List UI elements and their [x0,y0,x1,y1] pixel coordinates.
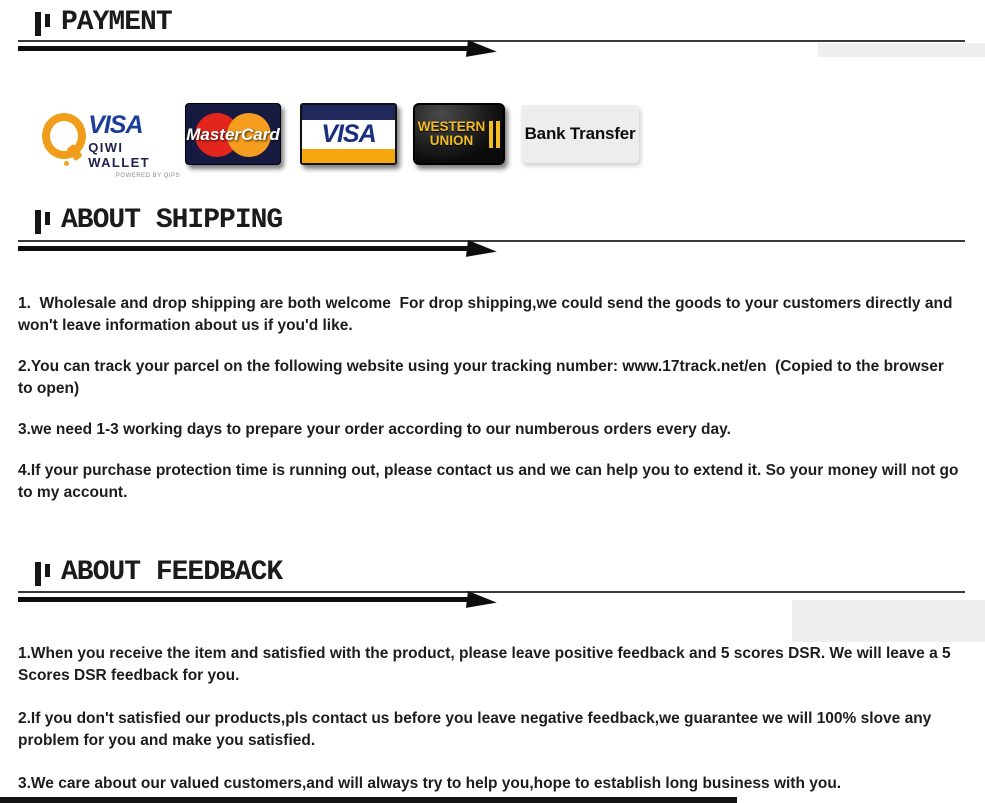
visa-label: VISA [321,120,376,149]
payment-thin-divider [18,40,965,42]
qiwi-wallet-name: QIWI WALLET [88,140,151,170]
payment-methods-row [0,103,985,179]
bottom-divider-bar [0,797,737,803]
feedback-notes [18,643,960,803]
visa-gold-band [302,149,395,163]
visa-blue-band [302,105,395,120]
feedback-thick-divider [18,597,470,602]
mastercard-label: MasterCard [186,125,280,144]
mastercard-logo [185,103,281,165]
shipping-thick-divider [18,246,470,251]
shipping-note-2: 2.You can track your parcel on the following website using your tracking number: www.17track.net/en (Copied to the browser to open) [18,358,949,397]
feedback-section-title: ABOUT FEEDBACK [61,557,283,588]
payment-section-title: PAYMENT [61,7,172,38]
qiwi-q-icon [40,109,83,165]
right-arrow-icon [466,40,498,61]
shipping-section-header [35,206,282,236]
shipping-thin-divider [18,240,965,242]
right-arrow-icon [466,240,498,261]
qiwi-text-block [88,111,180,179]
feedback-note-3: 3.We care about our valued customers,and will always try to help you,hope to establish long business with you. [18,775,842,792]
shipping-note-1: 1. Wholesale and drop shipping are both welcome For drop shipping,we could send the goods to your customers directly and won't leave information about us if you'd like. [18,295,957,334]
shipping-note-4: 4.If your purchase protection time is running out, please contact us and we can help you to extend it. So your money will not go to my account. [18,462,963,501]
bank-transfer-label: Bank Transfer [524,124,636,143]
qiwi-wallet-logo [40,109,180,179]
feedback-thin-divider [18,591,965,593]
shipping-note-3: 3.we need 1-3 working days to prepare your order according to our numberous orders every day. [18,421,731,438]
payment-thick-divider [18,46,470,51]
feedback-section-header [35,558,282,588]
feedback-note-2: 2.If you don't satisfied our products,pls contact us before you leave negative feedback,we guarantee we will 100% slove any problem for you and make you satisfied. [18,710,936,749]
visa-middle-band [302,120,395,149]
gray-artifact-top [818,43,985,57]
double-bar-icon [35,210,50,234]
qiwi-visa-brand: VISA [88,111,143,139]
right-arrow-icon [466,591,498,612]
feedback-note-1: 1.When you receive the item and satisfied with the product, please leave positive feedback and 5 scores DSR. We will leave a 5 Scores DSR feedback for you. [18,645,955,684]
western-union-text [418,120,486,148]
visa-logo [300,103,397,165]
western-union-logo [413,103,505,165]
shipping-section-title: ABOUT SHIPPING [61,205,283,236]
western-union-double-bar-icon [489,121,500,148]
gray-artifact-feedback [792,600,985,642]
payment-section-header [35,8,172,38]
double-bar-icon [35,12,50,36]
qiwi-powered-by: POWERED BY QIPS [115,173,180,179]
shipping-notes [18,293,963,523]
double-bar-icon [35,562,50,586]
western-union-line1: WESTERN [417,119,486,134]
bank-transfer-logo [521,105,639,163]
western-union-line2: UNION [429,133,474,148]
